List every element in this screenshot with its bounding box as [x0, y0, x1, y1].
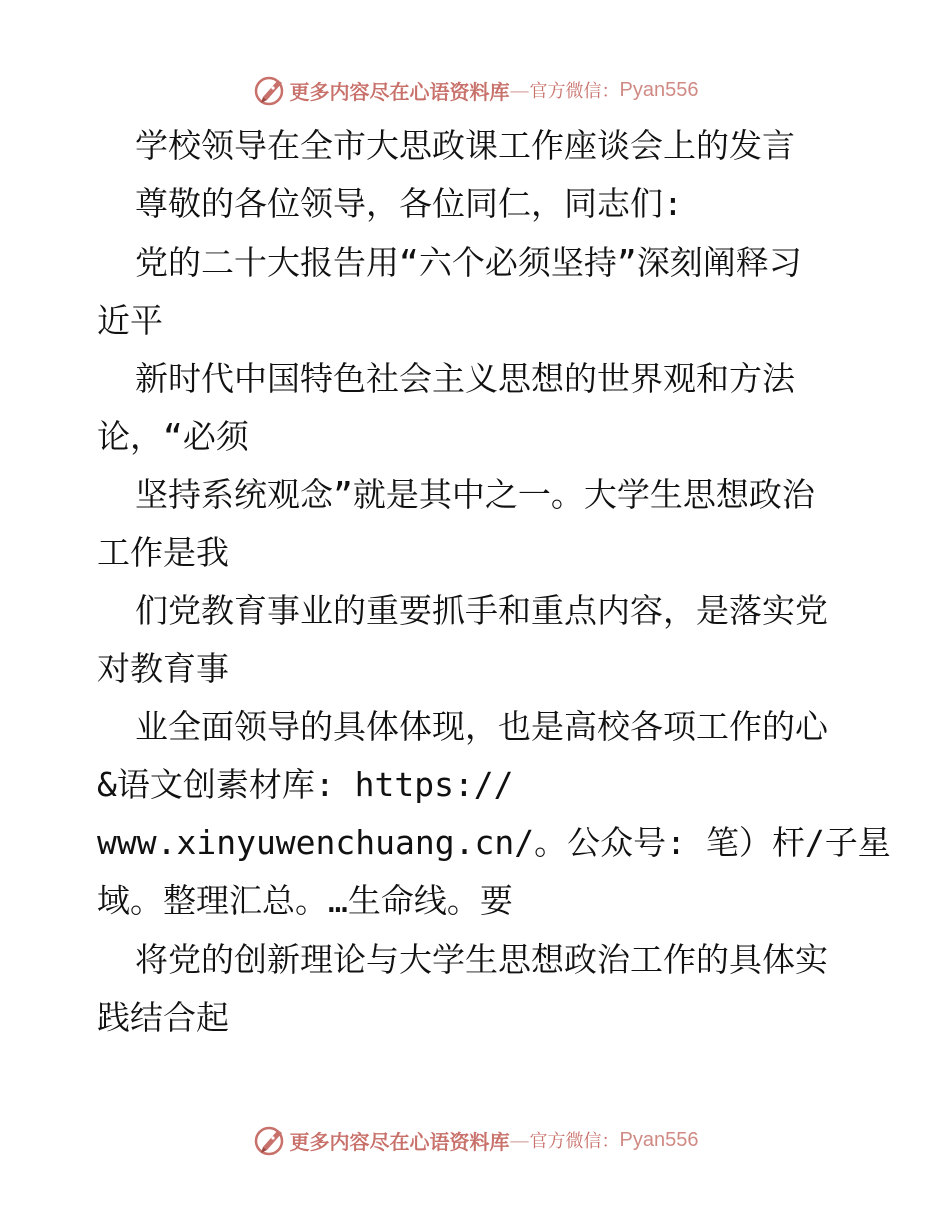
- doc-line: 新时代中国特色社会主义思想的世界观和方法: [135, 359, 795, 398]
- doc-line: 论，“必须: [97, 417, 249, 456]
- doc-line: 践结合起: [97, 998, 229, 1037]
- banner-title: 更多内容尽在心语资料库: [289, 79, 510, 104]
- doc-line: 党的二十大报告用“六个必须坚持”深刻阐释习: [135, 243, 802, 282]
- doc-line: 尊敬的各位领导，各位同仁，同志们:: [135, 184, 683, 223]
- banner-title: 更多内容尽在心语资料库: [289, 1129, 510, 1154]
- header-banner: [0, 70, 950, 110]
- banner-contact-id: Pyan556: [619, 78, 699, 101]
- banner-contact-id: Pyan556: [619, 1128, 699, 1151]
- pen-logo-icon: [252, 1122, 288, 1158]
- footer-banner: [0, 1120, 950, 1160]
- doc-line: 近平: [97, 301, 163, 340]
- doc-line: 对教育事: [97, 649, 229, 688]
- banner-dash: —: [509, 78, 530, 102]
- banner-contact-label: 官方微信：: [529, 81, 620, 102]
- doc-line: 业全面领导的具体体现，也是高校各项工作的心: [135, 707, 828, 746]
- doc-line: 坚持系统观念”就是其中之一。大学生思想政治: [135, 475, 815, 514]
- pen-logo-icon: [252, 72, 288, 108]
- doc-line: 工作是我: [97, 533, 229, 572]
- banner-dash: —: [509, 1128, 530, 1152]
- doc-line: &语文创素材库: https://: [97, 765, 514, 804]
- banner-contact-label: 官方微信：: [529, 1131, 620, 1152]
- doc-line: 域。整理汇总。…生命线。要: [97, 881, 513, 920]
- doc-line: 将党的创新理论与大学生思想政治工作的具体实: [135, 940, 828, 979]
- doc-line: 们党教育事业的重要抓手和重点内容，是落实党: [135, 591, 828, 630]
- doc-title-line: 学校领导在全市大思政课工作座谈会上的发言: [135, 126, 795, 165]
- doc-line: www.xinyuwenchuang.cn/。公众号: 笔）杆/子星: [97, 823, 891, 862]
